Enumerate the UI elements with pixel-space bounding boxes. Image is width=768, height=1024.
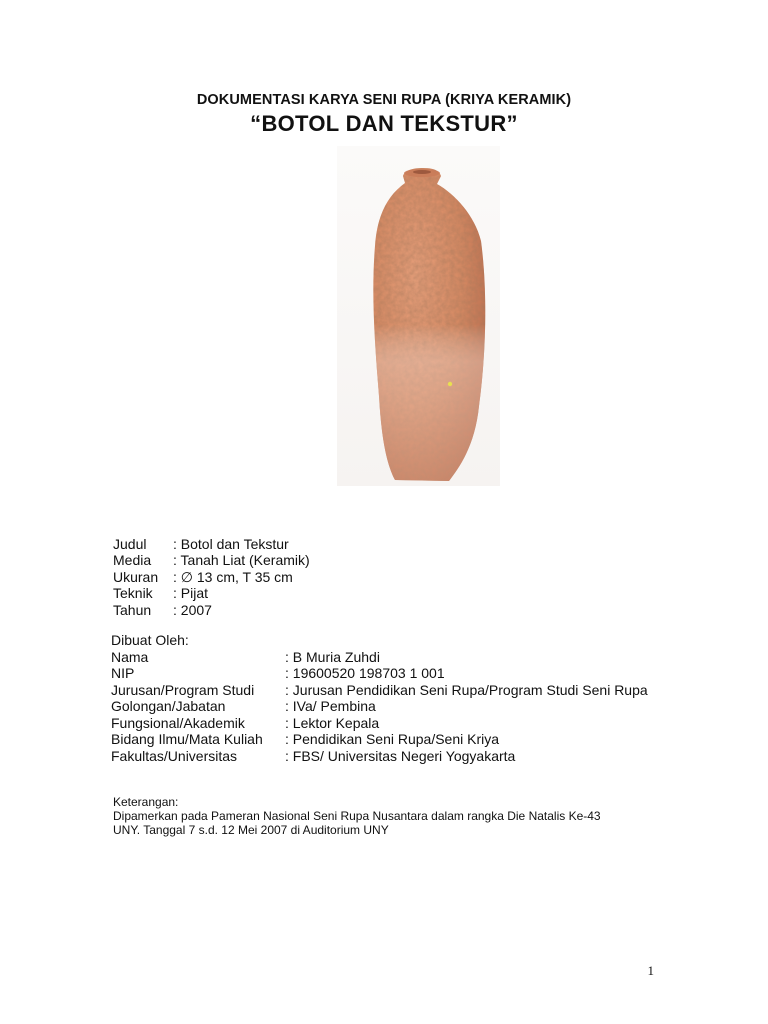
author-value: : B Muria Zuhdi xyxy=(285,648,380,665)
author-row-jurusan xyxy=(111,682,648,699)
detail-value: : 2007 xyxy=(173,601,212,618)
author-label: Golongan/Jabatan xyxy=(111,698,226,714)
author-value: : FBS/ Universitas Negeri Yogyakarta xyxy=(285,747,516,764)
author-row-fungsional xyxy=(111,715,648,732)
author-value: : Lektor Kepala xyxy=(285,714,380,731)
author-label: Nama xyxy=(111,648,149,665)
note-heading: Keterangan: xyxy=(113,795,179,809)
author-row-nip xyxy=(111,665,648,682)
note-block xyxy=(113,795,673,838)
author-label: Fakultas/Universitas xyxy=(111,747,238,764)
detail-row-media xyxy=(113,552,310,568)
author-label: Bidang Ilmu/Mata Kuliah xyxy=(111,731,263,747)
terracotta-bottle-image xyxy=(337,146,500,486)
detail-row-teknik xyxy=(113,585,310,601)
detail-label: Media xyxy=(113,552,152,569)
note-line: Dipamerkan pada Pameran Nasional Seni Rupa Nusantara dalam rangka Die Natalis Ke-43 xyxy=(113,809,601,824)
detail-row-tahun xyxy=(113,602,310,618)
note-line: UNY. Tanggal 7 s.d. 12 Mei 2007 di Auditorium UNY xyxy=(113,823,389,838)
detail-value: : Botol dan Tekstur xyxy=(173,536,289,552)
author-details xyxy=(111,632,648,764)
detail-value: : Tanah Liat (Keramik) xyxy=(173,552,310,569)
artwork-photo xyxy=(337,146,500,486)
page-number: 1 xyxy=(647,963,654,978)
author-value: : Pendidikan Seni Rupa/Seni Kriya xyxy=(285,731,500,747)
author-heading: Dibuat Oleh: xyxy=(111,632,189,648)
author-value: : IVa/ Pembina xyxy=(285,698,376,714)
artwork-details xyxy=(113,536,310,618)
author-row-nama xyxy=(111,649,648,666)
detail-value: : Pijat xyxy=(173,585,209,602)
detail-label: Tahun xyxy=(113,601,152,618)
detail-label: Ukuran xyxy=(113,568,159,585)
detail-row-ukuran xyxy=(113,569,310,585)
author-label: Fungsional/Akademik xyxy=(111,714,245,731)
author-row-bidang xyxy=(111,731,648,748)
document-title: “BOTOL DAN TEKSTUR” xyxy=(250,111,518,136)
detail-label: Judul xyxy=(113,536,147,552)
detail-label: Teknik xyxy=(113,585,153,602)
author-row-fakultas xyxy=(111,748,648,765)
author-label: NIP xyxy=(111,665,135,681)
author-value: : Jurusan Pendidikan Seni Rupa/Program Studi Seni Rupa xyxy=(285,681,648,698)
author-label: Jurusan/Program Studi xyxy=(111,681,255,698)
detail-row-judul xyxy=(113,536,310,552)
author-row-golongan xyxy=(111,698,648,715)
document-subtitle: DOKUMENTASI KARYA SENI RUPA (KRIYA KERAMIK) xyxy=(196,92,572,108)
author-value: : 19600520 198703 1 001 xyxy=(285,665,445,681)
detail-value: : ∅ 13 cm, T 35 cm xyxy=(173,568,293,585)
